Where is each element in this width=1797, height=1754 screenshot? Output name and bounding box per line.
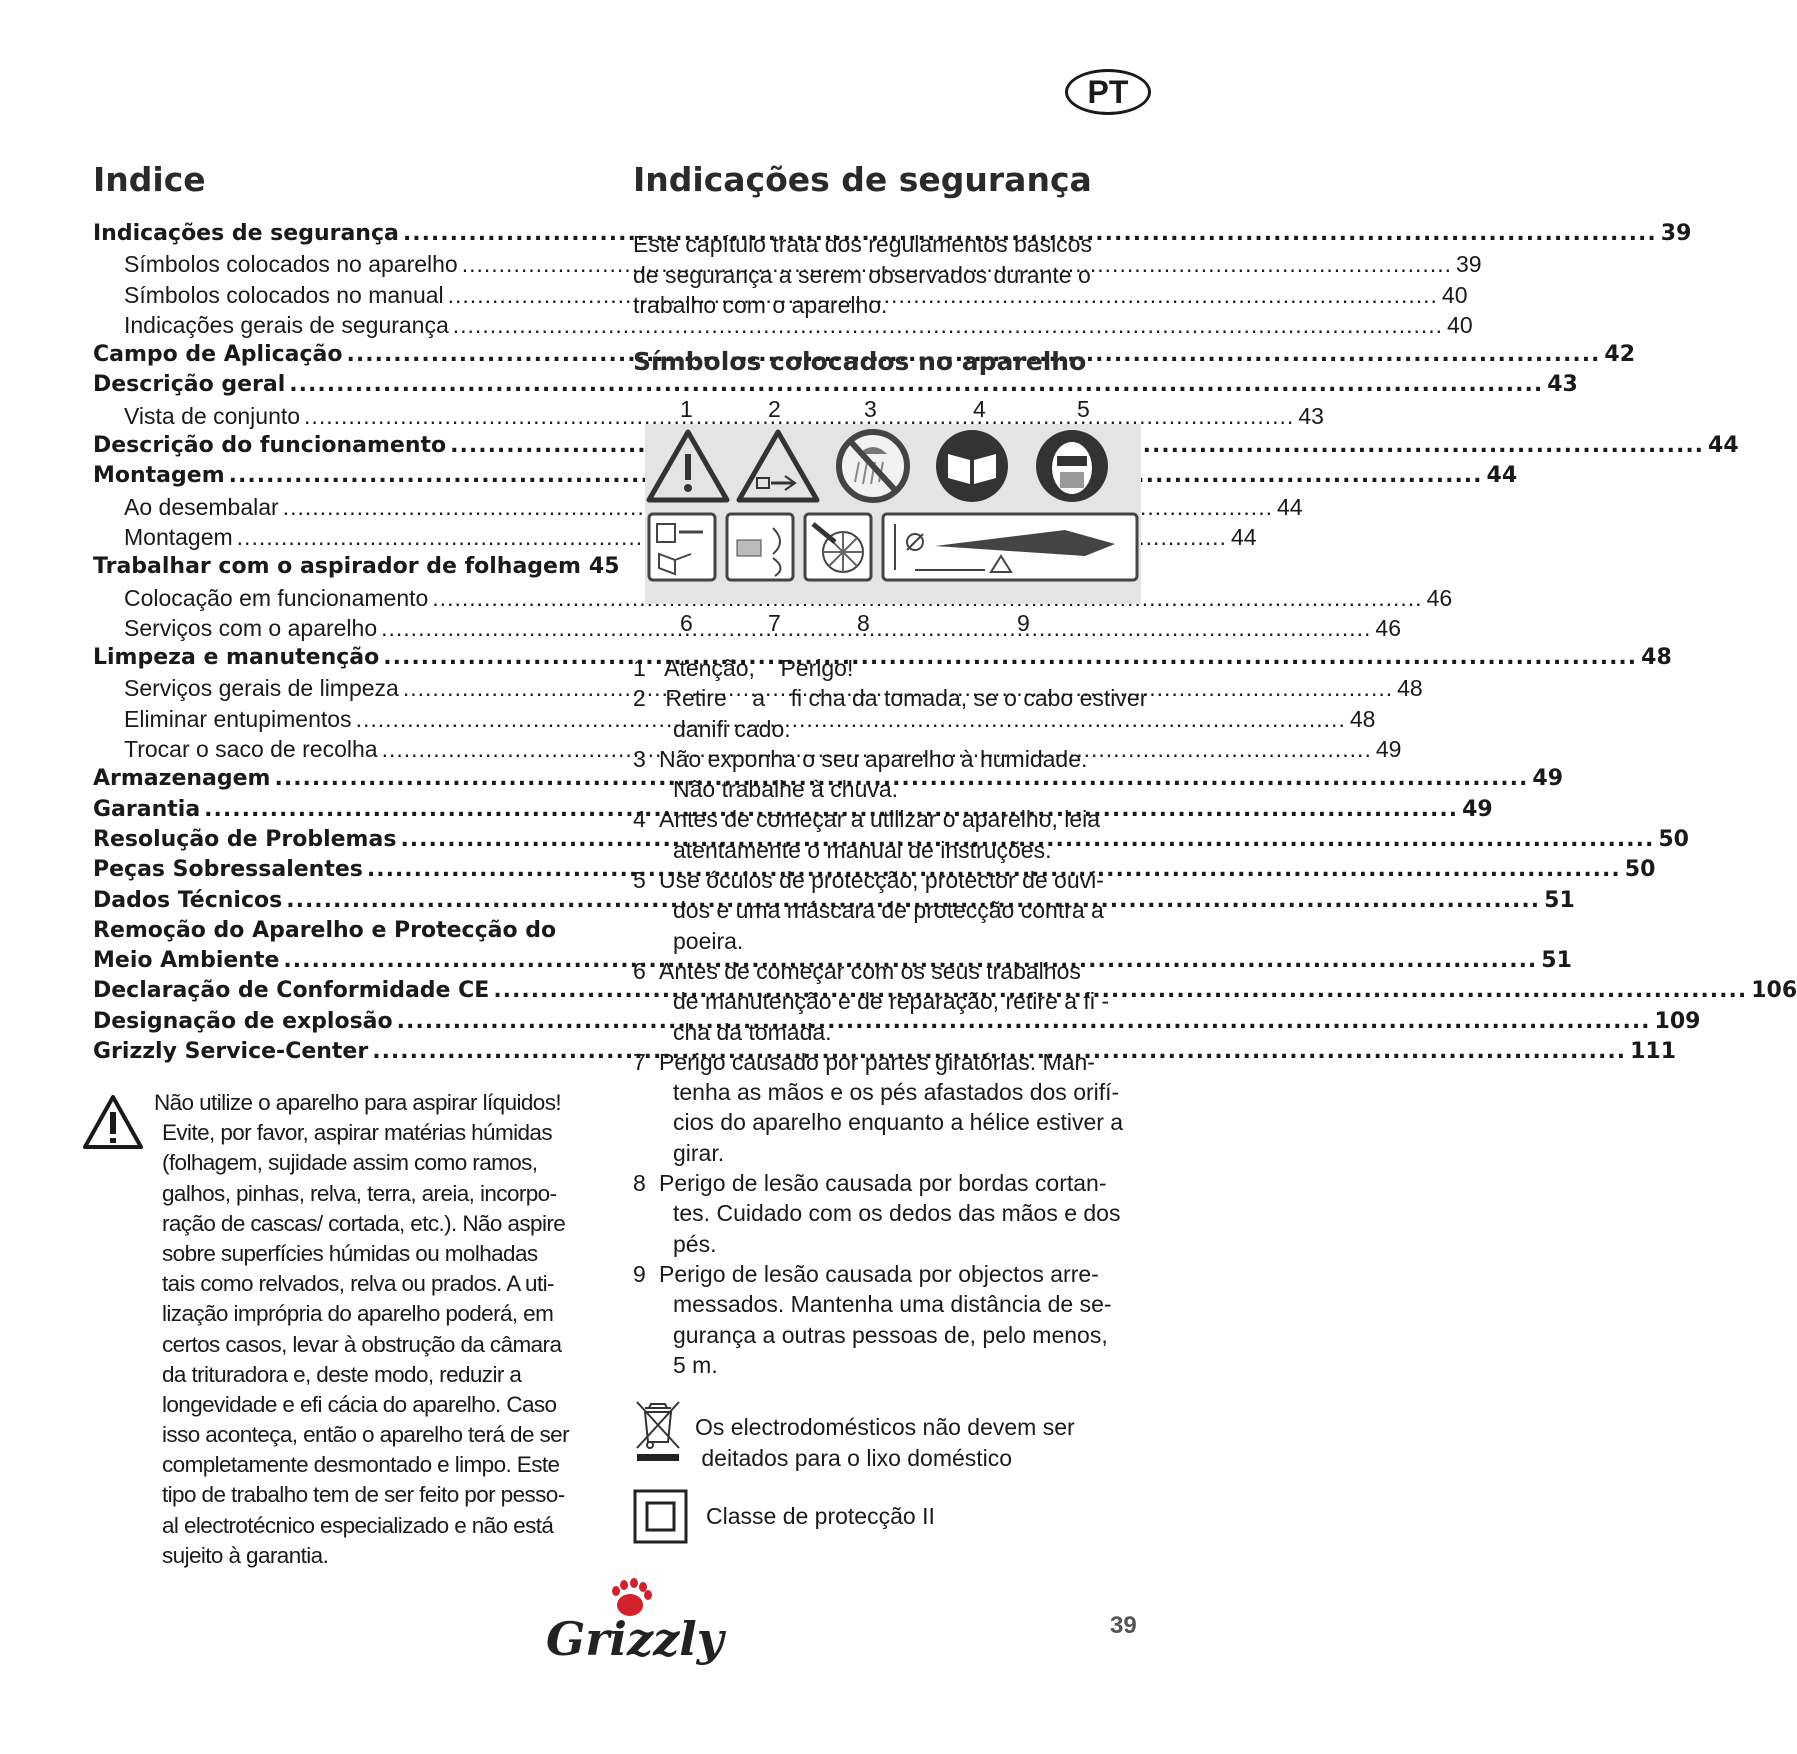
symbol-list-text: tes. Cuidado com os dedos das mãos e dos	[673, 1200, 1121, 1227]
symbol-list-text: Perigo causado por partes giratórias. Man-	[659, 1048, 1095, 1075]
symbol-list-text: Antes de começar a utilizar o aparelho, leia	[659, 806, 1101, 833]
language-badge: PT	[1065, 69, 1151, 115]
page-number: 39	[1110, 1612, 1137, 1639]
toc-label: Declaração de Conformidade CE	[93, 978, 490, 1004]
symbol-list-text: Não exponha o seu aparelho à humidade.	[659, 745, 1088, 772]
symbol-list-number: 4	[633, 806, 646, 833]
toc-label: Descrição do funcionamento	[93, 433, 447, 459]
symbol-list-text: Perigo de lesão causada por objectos arre-	[659, 1260, 1099, 1287]
toc-label: Montagem	[124, 523, 233, 550]
crossed-bin-icon	[633, 1400, 683, 1462]
symbol-list-line	[633, 835, 1193, 865]
symbol-number: 5	[1077, 396, 1090, 422]
symbol-list-line	[633, 986, 1193, 1016]
toc-page: 49	[1375, 736, 1402, 763]
toc-label: Vista de conjunto	[124, 402, 301, 429]
symbol-list-line	[633, 653, 1193, 683]
unplug-warning-icon	[739, 432, 817, 500]
warning-line: sujeito à garantia.	[162, 1542, 329, 1568]
symbol-list-line	[633, 1198, 1193, 1228]
symbol-list-line	[633, 1107, 1193, 1137]
warning-line: al electrotécnico especializado e não está	[162, 1512, 554, 1538]
toc-label: Limpeza e manutenção	[93, 645, 380, 671]
toc-label: Ao desembalar	[124, 493, 279, 520]
toc-entry	[93, 522, 1257, 552]
warning-line: da trituradora e, deste modo, reduzir a	[162, 1361, 522, 1387]
toc-label: Serviços gerais de limpeza	[124, 675, 399, 702]
symbols-panel	[645, 424, 1141, 604]
toc-page: 50	[1624, 857, 1656, 883]
grizzly-logo	[540, 1575, 724, 1670]
symbol-list-text: poeira.	[673, 927, 744, 954]
protective-gear-icon	[1036, 430, 1108, 502]
toc-page: 51	[1544, 887, 1575, 913]
toc-label: Eliminar entupimentos	[124, 705, 352, 732]
symbol-number: 6	[680, 610, 693, 636]
symbol-list-number: 5	[633, 867, 646, 894]
symbol-list-line	[633, 1259, 1193, 1289]
toc-leader	[381, 613, 1371, 643]
symbol-list-text: Antes de começar com os seus trabalhos	[659, 957, 1081, 984]
warning-line: certos casos, levar à obstrução da câmara	[162, 1331, 562, 1357]
symbol-list-line	[633, 744, 1193, 774]
toc-entry	[93, 401, 1324, 431]
intro-line: Este capítulo trata dos regulamentos básicos	[633, 231, 1092, 257]
no-rain-icon	[839, 432, 907, 500]
toc-page: 49	[1462, 796, 1493, 822]
symbol-list-line	[633, 714, 1193, 744]
symbol-list-line	[633, 956, 1193, 986]
symbol-list-line	[633, 926, 1193, 956]
symbol-list-line	[633, 1077, 1193, 1107]
symbol-list-text: dos e uma máscara de protecção contra a	[673, 897, 1104, 924]
toc-page: 48	[1397, 675, 1423, 702]
rotating-parts-icon	[727, 514, 793, 580]
symbol-list-text: Perigo de lesão causada por bordas cortan-	[659, 1170, 1107, 1197]
weee-line: Os electrodomésticos não devem ser	[695, 1414, 1075, 1440]
toc-page: 40	[1447, 311, 1473, 338]
symbol-number: 9	[1017, 610, 1030, 636]
warning-line: Evite, por favor, aspirar matérias húmidas	[162, 1120, 552, 1146]
toc-entry	[93, 613, 1401, 643]
toc-page: 43	[1547, 372, 1578, 398]
toc-entry	[93, 552, 620, 582]
toc-page: 44	[1486, 463, 1518, 489]
symbol-list-text: de manutenção e de reparação, retire a fi -	[673, 988, 1109, 1015]
paw-print-icon	[612, 1578, 652, 1616]
symbol-list-text: Use óculos de protecção, protector de ouvi-	[659, 867, 1104, 894]
symbol-number: 8	[857, 610, 870, 636]
toc-entry	[93, 492, 1303, 522]
toc-label: Resolução de Problemas	[93, 826, 397, 852]
symbol-list-number: 8	[633, 1170, 646, 1197]
symbol-list-number: 2	[633, 685, 646, 712]
toc-page: 45	[588, 554, 620, 580]
symbol-number: 7	[768, 610, 781, 636]
warning-text	[154, 1088, 614, 1571]
toc-entry	[93, 916, 613, 946]
protection-class-ii-icon	[633, 1489, 688, 1544]
symbol-number: 2	[768, 396, 781, 422]
symbol-number: 1	[680, 396, 693, 422]
toc-entry	[93, 461, 1518, 491]
symbol-list-text: pés.	[673, 1230, 717, 1257]
toc-label: Garantia	[93, 796, 201, 822]
warning-line: longevidade e efi cácia do aparelho. Caso	[162, 1391, 557, 1417]
toc-label: Símbolos colocados no manual	[124, 281, 444, 308]
symbol-list-number: 1	[633, 655, 646, 681]
toc-label: Trabalhar com o aspirador de folhagem	[93, 554, 581, 580]
symbol-list-line	[633, 895, 1193, 925]
warning-line: completamente desmontado e limpo. Este	[162, 1452, 560, 1478]
toc-page: 49	[1532, 766, 1564, 792]
symbol-number: 4	[973, 396, 986, 422]
toc-page: 40	[1441, 281, 1468, 308]
toc-page: 44	[1230, 523, 1257, 550]
symbol-list-line	[633, 1138, 1193, 1168]
symbol-list-text: 5 m.	[673, 1351, 718, 1378]
weee-text	[695, 1412, 1075, 1473]
symbol-list-text: Não trabalhe à chuva.	[673, 776, 899, 803]
toc-page: 111	[1630, 1039, 1677, 1065]
thrown-objects-icon	[883, 514, 1137, 580]
cutting-edges-icon	[805, 514, 871, 580]
warning-line: tipo de trabalho tem de ser feito por pesso-	[162, 1482, 565, 1508]
toc-label: Remoção do Aparelho e Protecção do	[93, 917, 557, 943]
symbol-list-number: 9	[633, 1260, 646, 1287]
toc-label: Grizzly Service-Center	[93, 1039, 369, 1065]
safety-intro	[633, 229, 1153, 321]
warning-line: lização imprópria do aparelho poderá, em	[162, 1301, 554, 1327]
toc-page: 44	[1276, 493, 1303, 520]
brand-wordmark: Grizzly	[546, 1612, 724, 1666]
toc-label: Designação de explosão	[93, 1008, 393, 1034]
warning-line: galhos, pinhas, relva, terra, areia, incorpo-	[162, 1180, 557, 1206]
symbol-list-text: danifi cado.	[673, 715, 791, 742]
toc-label: Dados Técnicos	[93, 887, 283, 913]
symbol-list-number: 3	[633, 745, 646, 772]
toc-page: 109	[1654, 1008, 1701, 1034]
toc-page: 46	[1426, 584, 1453, 611]
symbol-list-text: Retire a fi cha da tomada, se o cabo estiver	[659, 685, 1148, 712]
toc-page: 48	[1641, 645, 1672, 671]
symbol-list-line	[633, 1229, 1193, 1259]
symbol-list-text: messados. Mantenha uma distância de se-	[673, 1291, 1112, 1318]
toc-label: Descrição geral	[93, 372, 286, 398]
protection-class-text: Classe de protecção II	[706, 1503, 935, 1529]
symbol-number: 3	[864, 396, 877, 422]
toc-label: Serviços com o aparelho	[124, 614, 378, 641]
toc-page: 44	[1708, 433, 1739, 459]
toc-entry	[93, 583, 1453, 613]
warning-line: Não utilize o aparelho para aspirar líquidos!	[154, 1090, 562, 1115]
unplug-maintenance-icon	[649, 514, 715, 580]
toc-label: Montagem	[93, 463, 225, 489]
read-manual-icon	[936, 430, 1008, 502]
symbol-list-text: Atenção, Perigo!	[659, 655, 854, 681]
symbols-list	[633, 653, 1193, 1380]
toc-entry	[93, 310, 1473, 340]
toc-page: 48	[1349, 705, 1376, 732]
toc-page: 39	[1660, 221, 1692, 246]
index-title: Indice	[93, 160, 206, 199]
toc-page: 43	[1298, 402, 1324, 429]
symbol-list-text: tenha as mãos e os pés afastados dos orifí-	[673, 1079, 1120, 1106]
symbol-list-line	[633, 774, 1193, 804]
toc-page: 42	[1604, 342, 1636, 368]
toc-label: Colocação em funcionamento	[124, 584, 429, 611]
symbol-list-line	[633, 1047, 1193, 1077]
symbols-title: Símbolos colocados no aparelho	[633, 347, 1087, 376]
symbol-list-text: cios do aparelho enquanto a hélice estiver a	[673, 1109, 1124, 1136]
warning-line: ração de cascas/ cortada, etc.). Não aspire	[162, 1210, 566, 1236]
symbol-list-text: girar.	[673, 1139, 725, 1166]
toc-page: 46	[1375, 614, 1401, 641]
toc-page: 50	[1658, 826, 1689, 852]
symbol-list-line	[633, 1350, 1193, 1380]
symbol-list-number: 6	[633, 957, 646, 984]
toc-label: Campo de Aplicação	[93, 342, 343, 368]
warning-line: tais como relvados, relva ou prados. A uti-	[162, 1271, 554, 1297]
toc-entry	[93, 370, 1578, 400]
symbol-list-text: gurança a outras pessoas de, pelo menos,	[673, 1321, 1108, 1348]
symbol-list-line	[633, 1168, 1193, 1198]
toc-label: Indicações gerais de segurança	[124, 311, 449, 338]
symbol-list-line	[633, 804, 1193, 834]
toc-page: 39	[1456, 251, 1482, 278]
toc-label: Peças Sobressalentes	[93, 857, 363, 883]
symbol-list-text: atentamente o manual de instruções.	[673, 836, 1052, 863]
warning-triangle-icon	[82, 1094, 144, 1150]
toc-page: 106	[1751, 978, 1797, 1004]
warning-line: sobre superfícies húmidas ou molhadas	[162, 1240, 538, 1266]
symbol-list-line	[633, 1017, 1193, 1047]
symbol-list-line	[633, 1289, 1193, 1319]
toc-label: Trocar o saco de recolha	[124, 736, 378, 763]
symbol-list-line	[633, 1320, 1193, 1350]
toc-label: Símbolos colocados no aparelho	[124, 251, 458, 278]
warning-line: isso aconteça, então o aparelho terá de ser	[162, 1422, 569, 1448]
attention-icon	[649, 432, 727, 500]
toc-label: Armazenagem	[93, 766, 271, 792]
toc-entry	[93, 431, 1739, 461]
symbol-list-line	[633, 683, 1193, 713]
toc-label: Meio Ambiente	[93, 948, 280, 974]
symbol-list-text: cha da tomada.	[673, 1018, 832, 1045]
toc-page: 51	[1541, 948, 1572, 974]
safety-title: Indicações de segurança	[633, 160, 1092, 199]
weee-line: deitados para o lixo doméstico	[695, 1444, 1013, 1471]
symbol-list-line	[633, 865, 1193, 895]
symbol-list-number: 7	[633, 1048, 646, 1075]
intro-line: de segurança a serem observados durante o	[633, 261, 1091, 288]
warning-line: (folhagem, sujidade assim como ramos,	[162, 1150, 538, 1176]
toc-label: Indicações de segurança	[93, 221, 399, 246]
intro-line: trabalho com o aparelho.	[633, 292, 888, 318]
